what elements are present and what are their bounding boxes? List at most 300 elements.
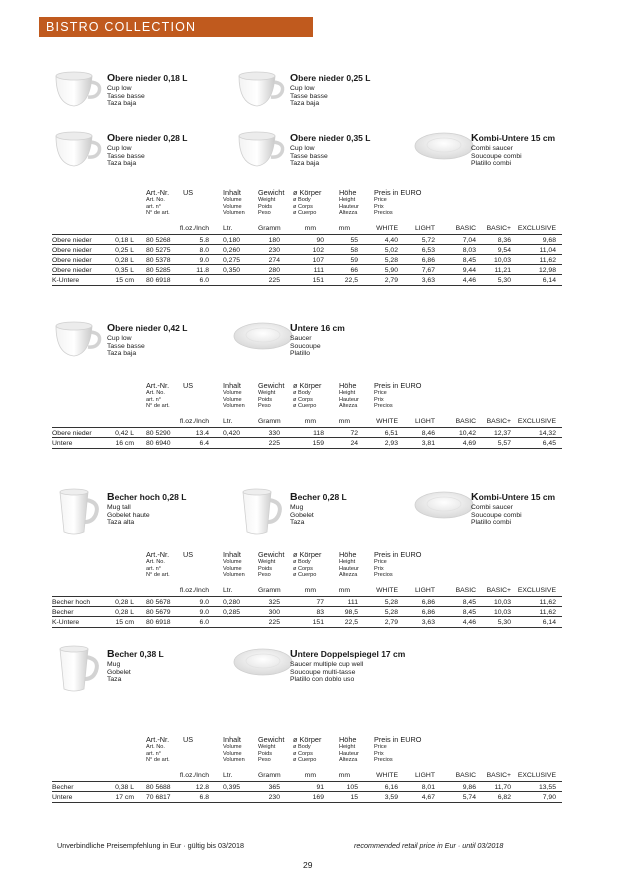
description-line: Soucoupe multi-tasse bbox=[290, 668, 356, 676]
header-line: Weight bbox=[258, 196, 276, 203]
cell-us: 9.0 bbox=[199, 598, 209, 606]
page-number: 29 bbox=[303, 860, 313, 870]
cell-art: 80 5290 bbox=[146, 429, 171, 437]
header-line: Altezza bbox=[339, 572, 358, 579]
description-line: Mug tall bbox=[107, 504, 131, 511]
cell-hoehe: 111 bbox=[347, 598, 358, 606]
header-line: ø Körper bbox=[293, 735, 322, 744]
unit-label: EXCLUSIVE bbox=[517, 587, 556, 594]
header-line: Volume bbox=[223, 565, 242, 572]
cell-inhalt: 0,280 bbox=[223, 598, 241, 606]
product-name: Obere nieder 0,25 L bbox=[290, 72, 371, 84]
header-line: Poids bbox=[258, 750, 272, 757]
unit-label: EXCLUSIVE bbox=[517, 225, 556, 232]
header-line: Altezza bbox=[339, 403, 358, 410]
cell-basic-plus: 10,03 bbox=[493, 608, 511, 616]
cell-basic: 7,04 bbox=[462, 236, 476, 244]
column-header-gewicht bbox=[258, 383, 284, 410]
cell-basic-plus: 9,54 bbox=[497, 246, 511, 254]
column-header-preis bbox=[374, 552, 421, 579]
cell-art: 70 6817 bbox=[146, 793, 171, 801]
header-line: Höhe bbox=[339, 188, 357, 197]
unit-label: fl.oz./Inch bbox=[179, 225, 209, 232]
header-line: Price bbox=[374, 196, 387, 203]
unit-label: WHITE bbox=[376, 587, 398, 594]
header-line: Prix bbox=[374, 203, 384, 210]
column-header-hoehe bbox=[339, 190, 359, 217]
cell-size: 15 cm bbox=[115, 276, 134, 284]
cell-hoehe: 58 bbox=[350, 246, 358, 254]
cell-hoehe: 22,5 bbox=[344, 276, 358, 284]
cup-icon bbox=[52, 70, 104, 115]
product-description bbox=[107, 335, 145, 358]
unit-label: BASIC+ bbox=[486, 225, 511, 232]
description-line: Soucoupe bbox=[290, 342, 321, 350]
cell-basic: 8,45 bbox=[462, 608, 476, 616]
description-line: Tasse basse bbox=[107, 342, 145, 350]
footer-note-de: Unverbindliche Preisempfehlung in Eur · gültig bis 03/2018 bbox=[57, 841, 244, 850]
product-description bbox=[107, 504, 150, 527]
cell-gewicht: 330 bbox=[268, 429, 280, 437]
column-header-hoehe bbox=[339, 737, 359, 764]
header-line: Altezza bbox=[339, 757, 358, 764]
column-header-koerper bbox=[293, 552, 321, 579]
collection-header bbox=[39, 17, 313, 37]
cell-exclusive: 6,14 bbox=[542, 618, 556, 626]
header-line: Hauteur bbox=[339, 396, 359, 403]
header-line: Gewicht bbox=[258, 381, 285, 390]
header-line: Volumen bbox=[223, 757, 245, 764]
cup-icon bbox=[235, 130, 287, 175]
cell-name: Obere nieder bbox=[52, 429, 92, 437]
unit-label: WHITE bbox=[376, 225, 398, 232]
header-line: ø Corps bbox=[293, 203, 313, 210]
description-line: Saucer multiple cup well bbox=[290, 661, 364, 668]
column-header-us bbox=[183, 737, 193, 744]
header-line: ø Corps bbox=[293, 750, 313, 757]
cell-koerper: 102 bbox=[312, 246, 324, 254]
cell-light: 6,86 bbox=[421, 608, 435, 616]
cell-art: 80 6940 bbox=[146, 439, 171, 447]
cell-basic: 9,44 bbox=[462, 266, 476, 274]
cell-inhalt: 0,260 bbox=[223, 246, 241, 254]
cell-us: 12.8 bbox=[195, 783, 209, 791]
cell-gewicht: 300 bbox=[268, 608, 280, 616]
header-line: Volumen bbox=[223, 403, 245, 410]
cell-exclusive: 11,62 bbox=[539, 256, 556, 264]
cup-icon bbox=[52, 130, 104, 175]
product-name: Obere nieder 0,18 L bbox=[107, 72, 188, 84]
header-line: Art. No. bbox=[146, 389, 165, 396]
table-row bbox=[52, 437, 562, 449]
unit-label: BASIC+ bbox=[486, 418, 511, 425]
cell-gewicht: 365 bbox=[268, 783, 280, 791]
header-line: ø Body bbox=[293, 558, 311, 565]
product-name: Becher hoch 0,28 L bbox=[107, 491, 187, 503]
cell-light: 6,86 bbox=[421, 256, 435, 264]
unit-label: mm bbox=[338, 587, 350, 594]
description-line: Platillo combi bbox=[471, 160, 512, 168]
header-line: US bbox=[183, 381, 194, 390]
cell-light: 4,67 bbox=[421, 793, 435, 801]
header-line: ø Körper bbox=[293, 381, 322, 390]
cell-name: Becher bbox=[52, 608, 74, 616]
product-description bbox=[290, 85, 328, 108]
unit-label: Ltr. bbox=[223, 587, 233, 594]
cell-hoehe: 105 bbox=[346, 783, 358, 791]
unit-label: Ltr. bbox=[223, 418, 233, 425]
cell-white: 6,16 bbox=[384, 783, 398, 791]
unit-label: Gramm bbox=[258, 225, 281, 232]
header-line: Hauteur bbox=[339, 750, 359, 757]
header-line: Art. No. bbox=[146, 558, 165, 565]
cell-name: K-Untere bbox=[52, 618, 80, 626]
cell-exclusive: 6,14 bbox=[542, 276, 556, 284]
product-name: Becher 0,28 L bbox=[290, 491, 347, 503]
cell-basic-plus: 10,03 bbox=[493, 598, 511, 606]
cell-light: 3,81 bbox=[421, 439, 435, 447]
header-line: art. n° bbox=[146, 203, 161, 210]
product-description bbox=[107, 85, 145, 108]
cell-hoehe: 22,5 bbox=[344, 618, 358, 626]
cell-koerper: 151 bbox=[312, 276, 324, 284]
unit-label: Ltr. bbox=[223, 772, 233, 779]
cell-gewicht: 230 bbox=[268, 793, 280, 801]
product-description bbox=[107, 661, 131, 684]
unit-label: LIGHT bbox=[414, 225, 435, 232]
cell-exclusive: 9,68 bbox=[542, 236, 556, 244]
unit-label: WHITE bbox=[376, 772, 398, 779]
header-line: Art.-Nr. bbox=[146, 188, 170, 197]
cell-size: 0,18 L bbox=[115, 236, 134, 244]
product-description bbox=[471, 504, 522, 527]
column-header-us bbox=[183, 552, 193, 559]
header-line: Poids bbox=[258, 396, 272, 403]
cell-us: 6.0 bbox=[199, 618, 209, 626]
unit-label: BASIC bbox=[455, 587, 476, 594]
cell-hoehe: 72 bbox=[350, 429, 358, 437]
cell-basic-plus: 12,37 bbox=[493, 429, 511, 437]
cell-gewicht: 225 bbox=[268, 276, 280, 284]
cell-gewicht: 180 bbox=[268, 236, 280, 244]
header-line: ø Body bbox=[293, 743, 311, 750]
cell-light: 3,63 bbox=[421, 276, 435, 284]
cell-basic: 4,69 bbox=[462, 439, 476, 447]
cell-exclusive: 14,32 bbox=[538, 429, 556, 437]
header-line: ø Corps bbox=[293, 396, 313, 403]
cell-white: 5,02 bbox=[384, 246, 398, 254]
cell-size: 15 cm bbox=[115, 618, 134, 626]
header-line: Volumen bbox=[223, 572, 245, 579]
column-header-inhalt bbox=[223, 190, 245, 217]
saucer-icon bbox=[414, 128, 474, 169]
header-line: ø Körper bbox=[293, 550, 322, 559]
header-line: Precios bbox=[374, 572, 393, 579]
header-line: Poids bbox=[258, 203, 272, 210]
cell-light: 8,01 bbox=[421, 783, 435, 791]
cell-inhalt: 0,180 bbox=[223, 236, 241, 244]
product-name: Kombi-Untere 15 cm bbox=[471, 132, 556, 144]
table-row bbox=[52, 274, 562, 286]
cell-basic-plus: 11,21 bbox=[494, 266, 511, 274]
cell-us: 8.0 bbox=[199, 246, 209, 254]
cell-art: 80 5378 bbox=[146, 256, 171, 264]
header-line: Weight bbox=[258, 558, 276, 565]
unit-label: Gramm bbox=[258, 418, 281, 425]
cell-koerper: 111 bbox=[313, 266, 324, 274]
mug-icon bbox=[54, 486, 104, 543]
cell-size: 0,28 L bbox=[115, 608, 134, 616]
description-line: Cup low bbox=[290, 85, 315, 92]
description-line: Taza baja bbox=[107, 100, 137, 108]
product-name: Obere nieder 0,28 L bbox=[107, 132, 188, 144]
header-line: Height bbox=[339, 558, 356, 565]
cell-white: 6,51 bbox=[384, 429, 398, 437]
unit-label: mm bbox=[304, 772, 316, 779]
cell-inhalt: 0,395 bbox=[223, 783, 241, 791]
description-line: Platillo bbox=[290, 350, 311, 358]
cell-name: Becher hoch bbox=[52, 598, 91, 606]
cell-art: 80 6918 bbox=[146, 276, 171, 284]
cell-koerper: 107 bbox=[312, 256, 324, 264]
header-line: art. n° bbox=[146, 565, 161, 572]
column-header-gewicht bbox=[258, 737, 284, 764]
header-line: Precios bbox=[374, 403, 393, 410]
product-description bbox=[290, 661, 363, 684]
cell-gewicht: 225 bbox=[268, 618, 280, 626]
header-line: Volume bbox=[223, 196, 242, 203]
cell-hoehe: 59 bbox=[350, 256, 358, 264]
header-line: Hauteur bbox=[339, 565, 359, 572]
header-line: Volume bbox=[223, 558, 242, 565]
header-line: Price bbox=[374, 743, 387, 750]
header-line: Volume bbox=[223, 743, 242, 750]
header-line: Volume bbox=[223, 396, 242, 403]
description-line: Mug bbox=[107, 661, 121, 668]
column-header-inhalt bbox=[223, 737, 245, 764]
cell-exclusive: 13,55 bbox=[538, 783, 556, 791]
cell-us: 13.4 bbox=[195, 429, 209, 437]
cell-exclusive: 11,62 bbox=[539, 598, 556, 606]
cell-art: 80 5285 bbox=[146, 266, 171, 274]
column-header-us bbox=[183, 383, 193, 390]
cell-basic-plus: 5,30 bbox=[497, 618, 511, 626]
header-line: Poids bbox=[258, 565, 272, 572]
unit-label: BASIC bbox=[455, 772, 476, 779]
cell-art: 80 5275 bbox=[146, 246, 171, 254]
description-line: Cup low bbox=[107, 335, 132, 342]
header-line: Art.-Nr. bbox=[146, 550, 170, 559]
header-line: ø Body bbox=[293, 196, 311, 203]
product-name: Obere nieder 0,35 L bbox=[290, 132, 371, 144]
cell-gewicht: 230 bbox=[268, 246, 280, 254]
cell-basic-plus: 10,03 bbox=[493, 256, 511, 264]
cell-basic-plus: 8,36 bbox=[497, 236, 511, 244]
cell-exclusive: 12,98 bbox=[538, 266, 556, 274]
description-line: Tasse basse bbox=[107, 92, 145, 100]
cell-koerper: 83 bbox=[316, 608, 324, 616]
header-line: Art. No. bbox=[146, 196, 165, 203]
cell-size: 16 cm bbox=[115, 439, 134, 447]
cell-us: 6.0 bbox=[199, 276, 209, 284]
product-description bbox=[107, 145, 145, 168]
product-name: Obere nieder 0,42 L bbox=[107, 322, 188, 334]
description-line: Cup low bbox=[290, 145, 315, 152]
cell-gewicht: 325 bbox=[268, 598, 280, 606]
saucer-icon bbox=[233, 644, 293, 685]
product-description bbox=[290, 335, 321, 358]
cell-size: 0,42 L bbox=[115, 429, 134, 437]
cell-name: Obere nieder bbox=[52, 256, 92, 264]
cell-inhalt: 0,420 bbox=[223, 429, 241, 437]
header-line: ø Cuerpo bbox=[293, 572, 317, 579]
column-header-art bbox=[146, 737, 170, 764]
cell-basic: 8,03 bbox=[462, 246, 476, 254]
description-line: Tasse basse bbox=[290, 152, 328, 160]
header-line: Preis in EURO bbox=[374, 381, 422, 390]
header-line: Inhalt bbox=[223, 735, 241, 744]
header-line: Peso bbox=[258, 210, 271, 217]
unit-label: Ltr. bbox=[223, 225, 233, 232]
product-name: Untere Doppelspiegel 17 cm bbox=[290, 648, 406, 660]
description-line: Saucer bbox=[290, 335, 312, 342]
cell-art: 80 6918 bbox=[146, 618, 171, 626]
header-line: US bbox=[183, 550, 194, 559]
unit-label: mm bbox=[338, 772, 350, 779]
cup-icon bbox=[235, 70, 287, 115]
header-line: ø Cuerpo bbox=[293, 210, 317, 217]
product-description bbox=[290, 504, 314, 527]
unit-label: mm bbox=[338, 418, 350, 425]
header-line: Hauteur bbox=[339, 203, 359, 210]
cell-exclusive: 11,62 bbox=[539, 608, 556, 616]
column-header-preis bbox=[374, 383, 421, 410]
cell-white: 5,28 bbox=[384, 256, 398, 264]
header-line: Weight bbox=[258, 743, 276, 750]
cell-hoehe: 98,5 bbox=[344, 608, 358, 616]
header-line: Precios bbox=[374, 757, 393, 764]
cell-light: 7,67 bbox=[421, 266, 435, 274]
cup-icon bbox=[52, 320, 104, 365]
unit-label: BASIC bbox=[455, 225, 476, 232]
table-row bbox=[52, 791, 562, 803]
header-line: Volume bbox=[223, 203, 242, 210]
unit-label: WHITE bbox=[376, 418, 398, 425]
footer-note-en: recommended retail price in Eur · until 03/2018 bbox=[354, 841, 504, 850]
cell-name: Becher bbox=[52, 783, 74, 791]
cell-size: 0,35 L bbox=[115, 266, 134, 274]
cell-hoehe: 55 bbox=[350, 236, 358, 244]
unit-label: fl.oz./Inch bbox=[179, 772, 209, 779]
cell-us: 11.8 bbox=[196, 266, 209, 274]
cell-hoehe: 15 bbox=[350, 793, 358, 801]
cell-basic-plus: 6,82 bbox=[497, 793, 511, 801]
cell-gewicht: 280 bbox=[268, 266, 280, 274]
header-line: Weight bbox=[258, 389, 276, 396]
cell-hoehe: 24 bbox=[350, 439, 358, 447]
product-name: Kombi-Untere 15 cm bbox=[471, 491, 556, 503]
cell-basic: 5,74 bbox=[462, 793, 476, 801]
cell-basic: 8,45 bbox=[462, 598, 476, 606]
cell-inhalt: 0,350 bbox=[223, 266, 241, 274]
cell-basic: 4,46 bbox=[462, 618, 476, 626]
mug-icon bbox=[54, 643, 104, 700]
unit-label: BASIC+ bbox=[486, 772, 511, 779]
column-header-gewicht bbox=[258, 190, 284, 217]
cell-koerper: 91 bbox=[316, 783, 324, 791]
column-header-us bbox=[183, 190, 193, 197]
header-line: Altezza bbox=[339, 210, 358, 217]
saucer-icon bbox=[414, 487, 474, 528]
cell-size: 0,25 L bbox=[115, 246, 134, 254]
unit-label: LIGHT bbox=[414, 587, 435, 594]
cell-light: 6,86 bbox=[421, 598, 435, 606]
cell-exclusive: 11,04 bbox=[539, 246, 556, 254]
description-line: Taza alta bbox=[107, 519, 135, 527]
cell-name: Untere bbox=[52, 439, 73, 447]
cell-name: K-Untere bbox=[52, 276, 80, 284]
product-description bbox=[471, 145, 522, 168]
column-header-koerper bbox=[293, 383, 321, 410]
header-line: Volumen bbox=[223, 210, 245, 217]
header-line: ø Körper bbox=[293, 188, 322, 197]
cell-gewicht: 225 bbox=[268, 439, 280, 447]
cell-basic-plus: 5,57 bbox=[497, 439, 511, 447]
header-line: Prix bbox=[374, 565, 384, 572]
header-line: Price bbox=[374, 558, 387, 565]
unit-label: EXCLUSIVE bbox=[517, 772, 556, 779]
cell-white: 5,28 bbox=[384, 608, 398, 616]
description-line: Taza bbox=[290, 519, 305, 527]
collection-title: BISTRO COLLECTION bbox=[46, 20, 197, 34]
description-line: Cup low bbox=[107, 85, 132, 92]
description-line: Mug bbox=[290, 504, 304, 511]
cell-size: 0,38 L bbox=[115, 783, 134, 791]
cell-white: 2,79 bbox=[384, 276, 398, 284]
product-description bbox=[290, 145, 328, 168]
header-line: Price bbox=[374, 389, 387, 396]
cell-basic: 4,46 bbox=[462, 276, 476, 284]
header-line: Prix bbox=[374, 396, 384, 403]
unit-label: LIGHT bbox=[414, 418, 435, 425]
table-row bbox=[52, 616, 562, 628]
header-line: Art.-Nr. bbox=[146, 735, 170, 744]
header-line: art. n° bbox=[146, 396, 161, 403]
cell-koerper: 151 bbox=[312, 618, 324, 626]
unit-label: mm bbox=[338, 225, 350, 232]
unit-label: BASIC+ bbox=[486, 587, 511, 594]
unit-label: Gramm bbox=[258, 587, 281, 594]
cell-light: 3,63 bbox=[421, 618, 435, 626]
description-line: Taza baja bbox=[107, 160, 137, 168]
header-line: US bbox=[183, 735, 194, 744]
header-line: Precios bbox=[374, 210, 393, 217]
unit-label: mm bbox=[304, 225, 316, 232]
cell-white: 5,28 bbox=[384, 598, 398, 606]
header-line: N° de art. bbox=[146, 572, 170, 579]
column-header-koerper bbox=[293, 737, 321, 764]
description-line: Taza baja bbox=[290, 160, 320, 168]
description-line: Gobelet bbox=[107, 668, 131, 676]
header-line: Gewicht bbox=[258, 735, 285, 744]
header-line: ø Cuerpo bbox=[293, 757, 317, 764]
cell-gewicht: 274 bbox=[268, 256, 280, 264]
cell-art: 80 5268 bbox=[146, 236, 171, 244]
cell-basic-plus: 5,30 bbox=[497, 276, 511, 284]
cell-koerper: 90 bbox=[316, 236, 324, 244]
cell-size: 17 cm bbox=[115, 793, 134, 801]
cell-light: 8,46 bbox=[421, 429, 435, 437]
